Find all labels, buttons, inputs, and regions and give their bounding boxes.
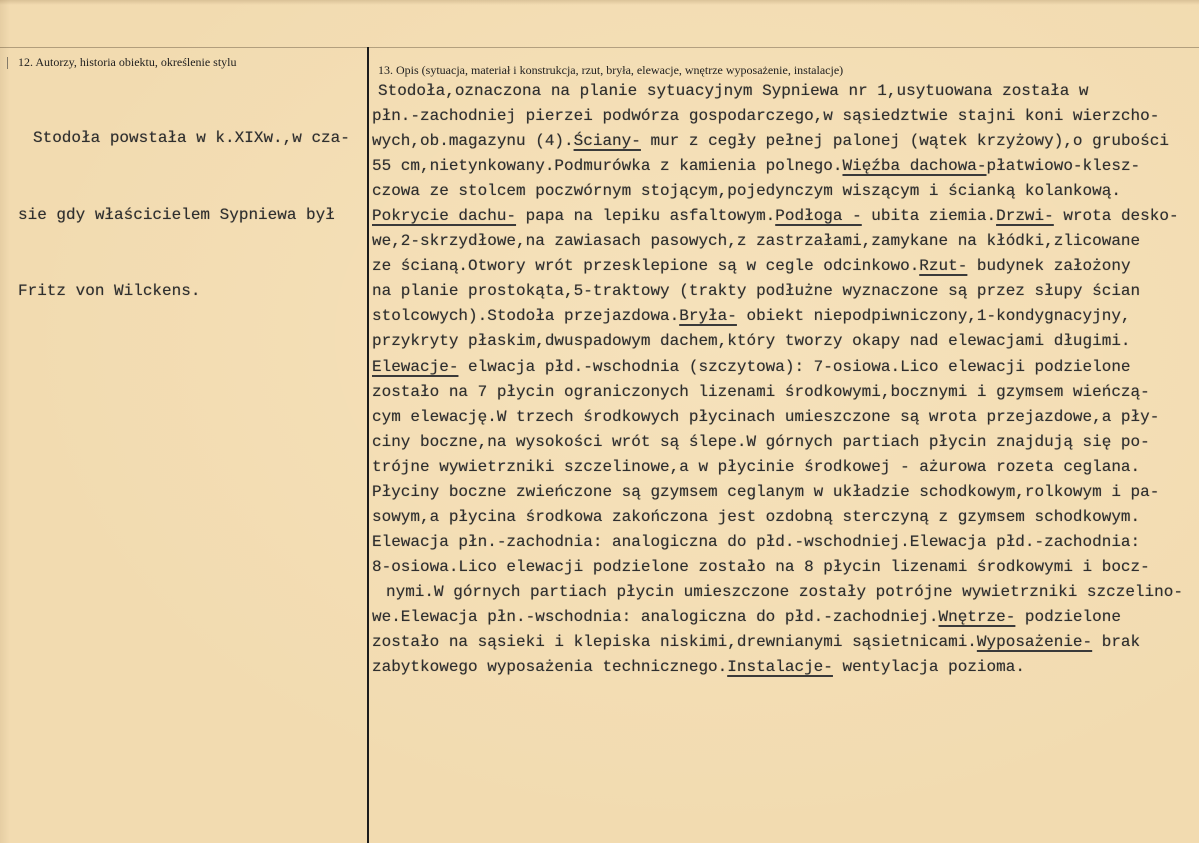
description-text: podzielone <box>1015 607 1121 626</box>
description-text: Stodoła,oznaczona na planie sytuacyjnym Sypniewa nr 1,usytuowana została w <box>378 82 1089 100</box>
description-text: wrota desko- <box>1053 207 1179 226</box>
description-text: czowa ze stolcem poczwórnym stojącym,pojedynczym wiszącym i ścianką kolankową. <box>372 182 1121 201</box>
description-text: wych,ob.magazynu (4). <box>372 132 574 151</box>
description-text: na planie prostokąta,5-traktowy (trakty podłużne wyznaczone są przez słupy ścian <box>372 282 1141 301</box>
description-line <box>372 179 1197 204</box>
description-line <box>372 580 1197 605</box>
description-text: nymi.W górnych partiach płycin umieszczone zostały potrójne wywietrzniki szczelino- <box>386 582 1183 601</box>
description-text: obiekt niepodpiwniczony,1-kondygnacyjny, <box>736 307 1131 326</box>
description-text: papa na lepiku asfaltowym. <box>516 207 776 226</box>
description-text: płn.-zachodniej pierzei podwórza gospodarczego,w sąsiedztwie stajni koni wierzcho- <box>372 107 1160 126</box>
description-text: 55 cm,nietynkowany.Podmurówka z kamienia polnego. <box>372 157 843 176</box>
description-line <box>372 355 1197 380</box>
description-text: budynek założony <box>967 257 1131 276</box>
underlined-heading: Wyposażenie- <box>976 633 1093 652</box>
description-text: Płyciny boczne zwieńczone są gzymsem ceglanym w układzie schodkowym,rolkowym i pa- <box>372 482 1160 501</box>
description-line <box>372 455 1197 480</box>
underlined-heading: Elewacje- <box>372 357 459 376</box>
description-text: ciny boczne,na wysokości wrót są ślepe.W górnych partiach płycin znajdują się po- <box>372 432 1150 451</box>
history-text-block <box>18 75 363 330</box>
description-line <box>372 129 1197 154</box>
description-text-block <box>372 79 1197 680</box>
description-line <box>372 154 1197 179</box>
description-line <box>372 279 1197 304</box>
section-13-header: 13. Opis (sytuacja, materiał i konstrukcja, rzut, bryła, elewacje, wnętrze wyposażenie, instalacje) <box>378 63 844 77</box>
description-text: ubita ziemia. <box>861 207 997 226</box>
description-line <box>372 530 1197 555</box>
underlined-heading: Drzwi- <box>996 207 1054 226</box>
history-line: Fritz von Wilckens. <box>18 282 201 300</box>
description-text: zostało na sąsieki i klepiska niskimi,drewnianymi sąsietnicami. <box>372 633 977 652</box>
underlined-heading: Więźba dachowa- <box>842 157 987 176</box>
description-text: brak <box>1092 633 1141 652</box>
top-rule <box>0 47 1199 48</box>
description-text: Elewacja płn.-zachodnia: analogiczna do płd.-wschodniej.Elewacja płd.-zachodnia: <box>372 532 1141 551</box>
history-line: sie gdy właścicielem Sypniewa był <box>18 205 335 224</box>
description-text: zostało na 7 płycin ograniczonych lizenami środkowymi,bocznymi i gzymsem wieńczą- <box>372 382 1150 401</box>
description-line <box>372 605 1197 630</box>
description-line <box>372 104 1197 129</box>
column-divider <box>367 47 369 843</box>
description-line <box>372 405 1197 430</box>
underlined-heading: Podłoga - <box>775 207 862 226</box>
description-line <box>372 655 1197 680</box>
description-line <box>372 204 1197 229</box>
description-line <box>372 480 1197 505</box>
description-text: we,2-skrzydłowe,na zawiasach pasowych,z zastrzałami,zamykane na kłódki,zlicowane <box>372 232 1141 251</box>
description-text: cym elewację.W trzech środkowych płycinach umieszczone są wrota przejazdowe,a pły- <box>372 407 1160 426</box>
description-line <box>372 79 1197 104</box>
underlined-heading: Ściany- <box>573 132 641 151</box>
description-text: stolcowych).Stodoła przejazdowa. <box>372 307 680 326</box>
history-line: Stodoła powstała w k.XIXw.,w cza- <box>33 129 350 147</box>
underlined-heading: Pokrycie dachu- <box>372 207 517 226</box>
description-line <box>372 254 1197 279</box>
description-text: zabytkowego wyposażenia technicznego. <box>372 658 728 677</box>
description-text: ze ścianą.Otwory wrót przesklepione są w cegle odcinkowo. <box>372 257 920 276</box>
description-line <box>372 505 1197 530</box>
underlined-heading: Instalacje- <box>727 658 833 677</box>
description-text: trójne wywietrzniki szczelinowe,a w płycinie środkowej - ażurowa rozeta ceglana. <box>372 457 1141 476</box>
description-text: elwacja płd.-wschodnia (szczytowa): 7-osiowa.Lico elewacji podzielone <box>458 357 1131 376</box>
description-line <box>372 430 1197 455</box>
description-line <box>372 304 1197 329</box>
description-text: sowym,a płycina środkowa zakończona jest ozdobną sterczyną z gzymsem schodkowym. <box>372 507 1141 526</box>
description-line <box>372 229 1197 254</box>
description-line <box>372 555 1197 580</box>
description-text: mur z cegły pełnej palonej (wątek krzyżowy),o grubości <box>640 132 1169 151</box>
underlined-heading: Wnętrze- <box>938 607 1016 626</box>
margin-mark <box>7 57 8 69</box>
description-line <box>372 380 1197 405</box>
underlined-heading: Bryła- <box>679 307 737 326</box>
description-text: przykryty płaskim,dwuspadowym dachem,który tworzy okapy nad elewacjami długimi. <box>372 332 1131 351</box>
description-text: wentylacja pozioma. <box>832 658 1025 677</box>
section-12-header: 12. Autorzy, historia obiektu, określenie stylu <box>18 55 237 69</box>
description-line <box>372 329 1197 354</box>
description-text: 8-osiowa.Lico elewacji podzielone zostało na 8 płycin lizenami środkowymi i bocz- <box>372 557 1150 576</box>
description-line <box>372 630 1197 655</box>
description-text: płatwiowo-klesz- <box>986 157 1141 176</box>
description-text: we.Elewacja płn.-wschodnia: analogiczna do płd.-zachodniej. <box>372 607 939 626</box>
underlined-heading: Rzut- <box>919 257 968 276</box>
